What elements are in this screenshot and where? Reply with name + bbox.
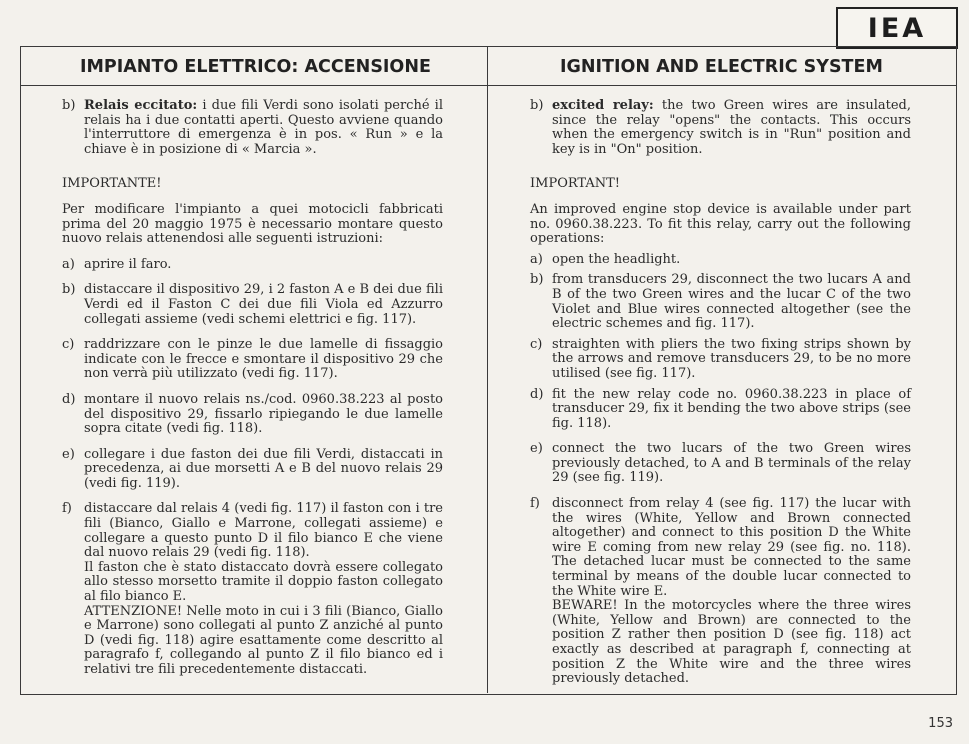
header-rule <box>20 85 956 86</box>
step-f: f) distaccare dal relais 4 (vedi fig. 117) il faston con i tre fili (Bianco, Giallo e Marrone, collegati assieme) e collegare a questo punto D il filo bianco E che viene dal nuovo relais 29 (vedi fig. 118). Il faston che è stato distaccato dovrà essere collegato allo stesso morsetto tramite il doppio faston collegato al filo bianco E. ATTENZIONE! Nelle moto in cui i 3 fili (Bianco, Giallo e Marrone) sono collegati al punto Z anziché al punto D (vedi fig. 118) agire esattamente come descritto al paragrafo f, collegando al punto Z il filo bianco ed i relativi tre fili precedentemente distaccati. <box>62 501 443 677</box>
term-bold: Relais eccitato: <box>84 98 198 113</box>
english-column <box>530 99 911 687</box>
step-f: f) disconnect from relay 4 (see fig. 117) the lucar with the wires (White, Yellow and Brown connected altogether) and connect to this position D the White wire E coming from new relay 29 (see fig. no. 118). The detached lucar must be connected to the same terminal by means of the double lucar connected to the White wire E. BEWARE! In the motorcycles where the three wires (White, Yellow and Brown) are connected to the position Z rather then position D (see fig. 118) act exactly as described at paragraph f, connecting at position Z the White wire and the three wires previously detached. <box>530 496 911 687</box>
page-number: 153 <box>928 716 953 731</box>
item-b-relay: b) excited relay: the two Green wires are insulated, since the relay "opens" the contacts. This occurs when the emergency switch is in "Run" position and key is in "On" position. <box>530 98 912 157</box>
section-code-box: IEA <box>836 7 958 49</box>
step-c: c) raddrizzare con le pinze le due lamelle di fissaggio indicate con le frecce e smontare il dispositivo 29 che non verrà più utilizzato (vedi fig. 117). <box>62 337 443 382</box>
term-bold: excited relay: <box>552 98 654 113</box>
item-b-relais: b) Relais eccitato: i due fili Verdi sono isolati perché il relais ha i due contatti aperti. Questo avviene quando l'interruttore di emergenza è in pos. « Run » e la chiave è in posizione di « Marcia ». <box>62 98 443 157</box>
important-heading: IMPORTANTE! <box>62 176 162 192</box>
important-heading: IMPORTANT! <box>530 176 621 192</box>
italian-title: IMPIANTO ELETTRICO: ACCENSIONE <box>80 57 431 77</box>
attention-note: ATTENZIONE! Nelle moto in cui i 3 fili (Bianco, Giallo e Marrone) sono collegati al punto Z anziché al punto D (vedi fig. 118) agire esattamente come descritto al paragrafo f, collegando al punto Z il filo bianco ed i relativi tre fili precedentemente distaccati. <box>84 603 443 677</box>
intro-paragraph: Per modificare l'impianto a quei motocicli fabbricati prima del 20 maggio 1975 è necessario montare questo nuovo relais attenendosi alle seguenti istruzioni: <box>62 201 443 247</box>
step-d: d) fit the new relay code no. 0960.38.223 in place of transducer 29, fix it bending the two above strips (see fig. 118). <box>530 386 911 431</box>
step-e: e) collegare i due faston dei due fili Verdi, distaccati in precedenza, ai due morsetti A e B del nuovo relais 29 (vedi fig. 119). <box>62 446 443 491</box>
step-b: b) distaccare il dispositivo 29, i 2 faston A e B dei due fili Verdi ed il Faston C dei due fili Viola ed Azzurro collegati assieme (vedi schemi elettrici e fig. 117). <box>62 282 443 327</box>
step-e: e) connect the two lucars of the two Green wires previously detached, to A and B terminals of the relay 29 (see fig. 119). <box>530 441 911 486</box>
beware-note: BEWARE! In the motorcycles where the three wires (White, Yellow and Brown) are connected to the position Z rather then position D (see fig. 118) act exactly as described at paragraph f, connecting at position Z the White wire and the three wires previously detached. <box>552 598 911 687</box>
step-a: a) open the headlight. <box>530 251 681 267</box>
step-c: c) straighten with pliers the two fixing strips shown by the arrows and remove transducers 29, to be no more utilised (see fig. 117). <box>530 336 911 381</box>
english-title: IGNITION AND ELECTRIC SYSTEM <box>560 57 883 77</box>
step-b: b) from transducers 29, disconnect the two lucars A and B of the two Green wires and the lucar C of the two Violet and Blue wires connected altogether (see the electric schemes and fig. 117). <box>530 272 911 332</box>
step-d: d) montare il nuovo relais ns./cod. 0960.38.223 al posto del dispositivo 29, fissarlo ripiegando le due lamelle sopra citate (vedi fig. 118). <box>62 391 443 437</box>
intro-paragraph: An improved engine stop device is available under part no. 0960.38.223. To fit this relay, carry out the following operations: <box>530 201 911 247</box>
step-a: a) aprire il faro. <box>62 256 172 272</box>
column-divider <box>487 46 488 693</box>
italian-column <box>62 99 443 678</box>
